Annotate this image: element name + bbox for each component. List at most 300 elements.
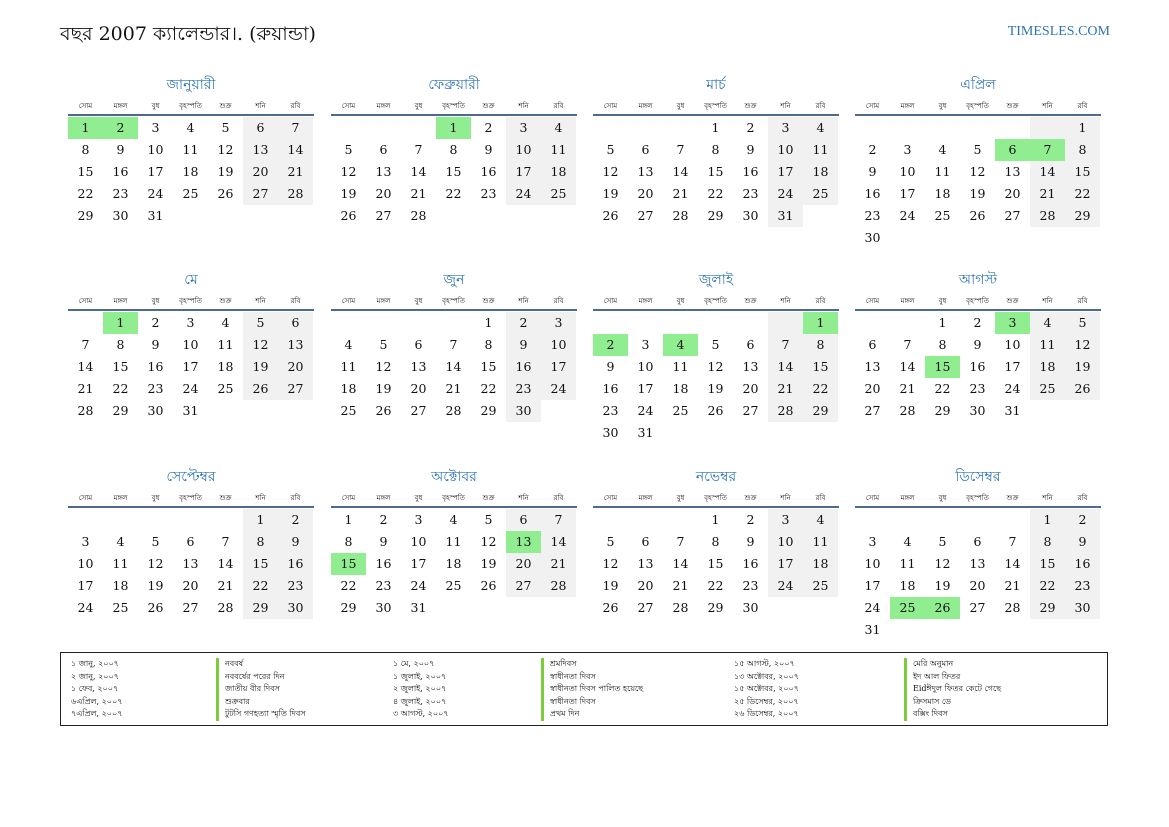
holiday-day-cell: 13: [506, 531, 541, 553]
weekday-label: বৃহস্পতি: [704, 494, 727, 502]
day-cell: 10: [410, 534, 427, 549]
day-cell: 31: [864, 622, 881, 637]
weekday-label: মঙ্গল: [376, 102, 391, 110]
day-cell: 8: [449, 142, 458, 157]
day-cell: 14: [1004, 556, 1021, 571]
day-cell: 31: [147, 208, 164, 223]
day-cell: 6: [641, 534, 650, 549]
day-cell: 31: [410, 600, 427, 615]
day-cell: 9: [746, 534, 755, 549]
day-cell: 10: [637, 359, 654, 374]
day-cell: 12: [969, 164, 986, 179]
day-cell: 6: [746, 337, 755, 352]
day-cell: 5: [1065, 312, 1100, 334]
weekday-label: বুধ: [676, 494, 685, 502]
weekday-label: শুক্র: [1006, 297, 1019, 305]
empty-day-cell: [628, 509, 663, 531]
empty-day-cell: [855, 509, 890, 531]
holiday-name: ক্রিসমাস ডে: [904, 696, 951, 709]
day-cell: 22: [445, 186, 462, 201]
weekday-label: বুধ: [676, 297, 685, 305]
day-cell: 12: [480, 534, 497, 549]
day-cell: 18: [445, 556, 462, 571]
day-cell: 8: [1065, 139, 1100, 161]
day-cell: 13: [1004, 164, 1021, 179]
day-cell: 28: [445, 403, 462, 418]
day-cell: 18: [672, 381, 689, 396]
holiday-name: শুক্রবার: [216, 696, 250, 709]
day-cell: 14: [410, 164, 427, 179]
month-12: [855, 467, 1101, 641]
day-cell: 30: [602, 425, 619, 440]
day-cell: 16: [742, 164, 759, 179]
day-cell: 10: [1004, 337, 1021, 352]
day-cell: 30: [278, 597, 313, 619]
day-cell: 17: [637, 381, 654, 396]
day-cell: 7: [903, 337, 912, 352]
empty-day-cell: [855, 117, 890, 139]
day-cell: 4: [903, 534, 912, 549]
day-cell: 23: [864, 208, 881, 223]
day-cell: 12: [602, 556, 619, 571]
day-cell: 22: [340, 578, 357, 593]
holiday-name: Eidঈদুল ফিতর কেটে গেছে: [904, 683, 1001, 696]
day-cell: 22: [112, 381, 129, 396]
day-cell: 15: [480, 359, 497, 374]
weekday-label: শুক্র: [744, 494, 757, 502]
day-cell: 2: [1065, 509, 1100, 531]
month-5: [68, 270, 314, 422]
day-cell: 25: [1030, 378, 1065, 400]
day-cell: 23: [278, 575, 313, 597]
day-cell: 20: [243, 161, 278, 183]
day-cell: 2: [484, 120, 493, 135]
day-cell: 20: [1004, 186, 1021, 201]
weekday-label: সোম: [603, 102, 618, 110]
day-cell: 6: [641, 142, 650, 157]
weekday-label: শুক্র: [482, 297, 495, 305]
day-cell: 16: [112, 164, 129, 179]
holiday-date: ১ ফেব, ২০০৭: [71, 684, 119, 694]
day-cell: 9: [484, 142, 493, 157]
weekday-label: শনি: [780, 494, 791, 502]
holiday-name: প্রথম দিন: [541, 708, 579, 721]
day-cell: 14: [672, 164, 689, 179]
day-cell: 15: [243, 553, 278, 575]
day-cell: 20: [742, 381, 759, 396]
day-cell: 10: [147, 142, 164, 157]
day-cell: 11: [112, 556, 129, 571]
day-cell: 20: [506, 553, 541, 575]
day-cell: 16: [375, 556, 392, 571]
weekday-label: বুধ: [938, 297, 947, 305]
day-cell: 29: [934, 403, 951, 418]
day-grid: [68, 509, 314, 619]
day-cell: 10: [182, 337, 199, 352]
weekday-label: বৃহস্পতি: [442, 297, 465, 305]
weekday-label: বুধ: [151, 297, 160, 305]
weekday-label: শুক্র: [482, 102, 495, 110]
day-cell: 21: [445, 381, 462, 396]
day-cell: 30: [864, 230, 881, 245]
day-cell: 18: [541, 161, 576, 183]
day-cell: 18: [1030, 356, 1065, 378]
empty-day-cell: [855, 312, 890, 334]
weekday-label: বুধ: [414, 494, 423, 502]
day-cell: 17: [768, 553, 803, 575]
weekday-header: [855, 294, 1101, 311]
holiday-name: নববর্ষ: [216, 658, 243, 671]
day-cell: 17: [147, 164, 164, 179]
weekday-header: [331, 491, 577, 508]
day-cell: 3: [868, 534, 877, 549]
day-cell: 24: [506, 183, 541, 205]
day-cell: 24: [541, 378, 576, 400]
day-cell: 13: [637, 556, 654, 571]
empty-day-cell: [733, 312, 768, 334]
weekday-label: বুধ: [938, 494, 947, 502]
month-1: [68, 75, 314, 227]
brand-link[interactable]: TIMESLES.COM: [1007, 24, 1110, 39]
day-cell: 10: [864, 556, 881, 571]
weekday-label: রবি: [815, 102, 826, 110]
day-grid: [331, 117, 577, 227]
day-cell: 22: [803, 378, 838, 400]
holiday-date: ১ জানু, ২০০৭: [71, 659, 119, 668]
holiday-name: জাতীয় বীর দিবস: [216, 683, 280, 696]
day-cell: 8: [484, 337, 493, 352]
day-cell: 30: [147, 403, 164, 418]
day-cell: 25: [445, 578, 462, 593]
day-cell: 12: [375, 359, 392, 374]
day-cell: 7: [676, 142, 685, 157]
day-cell: 21: [768, 378, 803, 400]
day-cell: 30: [506, 400, 541, 422]
day-cell: 13: [742, 359, 759, 374]
day-cell: 13: [410, 359, 427, 374]
holiday-date: ২৫ ডিসেম্বর, ২০০৭: [734, 696, 799, 706]
day-cell: 4: [116, 534, 125, 549]
day-cell: 16: [864, 186, 881, 201]
weekday-label: শনি: [1042, 494, 1053, 502]
holiday-name: বক্সিং দিবস: [904, 708, 948, 721]
weekday-header: [855, 99, 1101, 116]
empty-day-cell: [593, 312, 628, 334]
month-name: জানুয়ারী: [166, 77, 216, 93]
day-cell: 28: [672, 600, 689, 615]
day-cell: 13: [375, 164, 392, 179]
holiday-day-cell: 3: [995, 312, 1030, 334]
day-cell: 14: [899, 359, 916, 374]
month-name: এপ্রিল: [960, 77, 996, 93]
day-cell: 12: [340, 164, 357, 179]
day-cell: 1: [938, 315, 947, 330]
day-cell: 18: [112, 578, 129, 593]
day-cell: 19: [602, 186, 619, 201]
day-cell: 6: [243, 117, 278, 139]
day-cell: 26: [375, 403, 392, 418]
day-cell: 2: [746, 120, 755, 135]
day-cell: 1: [711, 512, 720, 527]
day-cell: 30: [969, 403, 986, 418]
weekday-label: শনি: [518, 297, 529, 305]
day-cell: 27: [410, 403, 427, 418]
weekday-label: শনি: [780, 297, 791, 305]
empty-day-cell: [663, 509, 698, 531]
day-cell: 7: [1008, 534, 1017, 549]
holiday-name: স্বাধীনতা দিবস: [541, 671, 596, 684]
weekday-label: রবি: [553, 297, 564, 305]
day-cell: 26: [480, 578, 497, 593]
weekday-label: সোম: [865, 494, 880, 502]
day-cell: 25: [803, 183, 838, 205]
empty-day-cell: [593, 509, 628, 531]
holiday-day-cell: 25: [890, 597, 925, 619]
weekday-label: মঙ্গল: [900, 494, 915, 502]
day-cell: 28: [217, 600, 234, 615]
day-cell: 9: [506, 334, 541, 356]
day-cell: 27: [969, 600, 986, 615]
empty-day-cell: [663, 312, 698, 334]
day-cell: 7: [541, 509, 576, 531]
empty-day-cell: [103, 509, 138, 531]
weekday-label: রবি: [290, 102, 301, 110]
holiday-day-cell: 15: [331, 553, 366, 575]
holiday-day-cell: 2: [103, 117, 138, 139]
day-cell: 4: [221, 315, 230, 330]
day-cell: 24: [768, 575, 803, 597]
day-cell: 5: [711, 337, 720, 352]
holiday-name: ইদ আল ফিতর: [904, 671, 960, 684]
day-cell: 28: [541, 575, 576, 597]
holiday-day-cell: 2: [593, 334, 628, 356]
weekday-label: রবি: [553, 494, 564, 502]
day-cell: 10: [768, 531, 803, 553]
day-cell: 21: [1004, 578, 1021, 593]
day-cell: 18: [803, 553, 838, 575]
day-cell: 24: [182, 381, 199, 396]
day-cell: 6: [414, 337, 423, 352]
day-cell: 26: [602, 208, 619, 223]
day-cell: 21: [217, 578, 234, 593]
day-cell: 17: [768, 161, 803, 183]
holiday-date: ২ জুলাই, ২০০৭: [393, 684, 447, 694]
day-cell: 31: [768, 205, 803, 227]
page-title: বছর 2007 ক্যালেন্ডার।. (রুয়ান্ডা): [60, 23, 316, 45]
day-cell: 22: [1065, 183, 1100, 205]
day-cell: 16: [1065, 553, 1100, 575]
day-cell: 21: [541, 553, 576, 575]
weekday-label: বৃহস্পতি: [966, 494, 989, 502]
day-cell: 20: [278, 356, 313, 378]
holiday-day-cell: 7: [1030, 139, 1065, 161]
empty-day-cell: [890, 312, 925, 334]
empty-day-cell: [768, 312, 803, 334]
day-cell: 8: [938, 337, 947, 352]
day-cell: 11: [217, 337, 234, 352]
day-cell: 5: [151, 534, 160, 549]
day-cell: 25: [934, 208, 951, 223]
day-cell: 22: [243, 575, 278, 597]
empty-day-cell: [628, 312, 663, 334]
day-cell: 3: [81, 534, 90, 549]
day-cell: 18: [803, 161, 838, 183]
day-cell: 30: [742, 600, 759, 615]
day-cell: 8: [711, 142, 720, 157]
holiday-day-cell: 15: [925, 356, 960, 378]
day-cell: 18: [340, 381, 357, 396]
day-grid: [593, 312, 839, 444]
day-cell: 29: [707, 208, 724, 223]
weekday-label: মঙ্গল: [376, 297, 391, 305]
day-cell: 28: [1004, 600, 1021, 615]
day-cell: 25: [672, 403, 689, 418]
day-cell: 4: [449, 512, 458, 527]
day-cell: 7: [449, 337, 458, 352]
day-cell: 18: [934, 186, 951, 201]
day-cell: 26: [217, 186, 234, 201]
holiday-date: ৬এপ্রিল, ২০০৭: [71, 696, 123, 706]
day-cell: 22: [934, 381, 951, 396]
day-cell: 8: [243, 531, 278, 553]
day-cell: 5: [973, 142, 982, 157]
day-cell: 6: [868, 337, 877, 352]
day-cell: 22: [707, 578, 724, 593]
weekday-label: রবি: [1077, 102, 1088, 110]
holiday-day-cell: 4: [663, 334, 698, 356]
day-cell: 20: [637, 578, 654, 593]
day-cell: 15: [112, 359, 129, 374]
empty-day-cell: [995, 117, 1030, 139]
day-cell: 16: [480, 164, 497, 179]
day-cell: 21: [672, 186, 689, 201]
day-cell: 31: [182, 403, 199, 418]
weekday-label: রবি: [553, 102, 564, 110]
empty-day-cell: [401, 117, 436, 139]
day-cell: 4: [803, 509, 838, 531]
day-cell: 20: [637, 186, 654, 201]
day-cell: 5: [606, 142, 615, 157]
month-6: [331, 270, 577, 422]
empty-day-cell: [208, 509, 243, 531]
day-cell: 17: [506, 161, 541, 183]
day-grid: [593, 117, 839, 227]
day-cell: 11: [803, 531, 838, 553]
holiday-date: ৩ আগস্ট, ২০০৭: [393, 709, 449, 719]
day-cell: 22: [480, 381, 497, 396]
day-cell: 5: [606, 534, 615, 549]
month-11: [593, 467, 839, 619]
day-grid: [68, 117, 314, 227]
day-grid: [68, 312, 314, 422]
day-cell: 5: [221, 120, 230, 135]
day-cell: 13: [182, 556, 199, 571]
day-cell: 19: [243, 356, 278, 378]
month-7: [593, 270, 839, 444]
day-cell: 28: [77, 403, 94, 418]
empty-day-cell: [628, 117, 663, 139]
day-cell: 3: [641, 337, 650, 352]
empty-day-cell: [331, 117, 366, 139]
weekday-label: রবি: [290, 494, 301, 502]
day-cell: 19: [375, 381, 392, 396]
day-cell: 3: [414, 512, 423, 527]
holiday-date: ৭এপ্রিল, ২০০৭: [71, 709, 123, 719]
day-cell: 7: [414, 142, 423, 157]
day-cell: 4: [938, 142, 947, 157]
holiday-day-cell: 1: [436, 117, 471, 139]
weekday-label: বৃহস্পতি: [704, 102, 727, 110]
day-cell: 11: [541, 139, 576, 161]
day-cell: 7: [676, 534, 685, 549]
day-cell: 1: [344, 512, 353, 527]
holiday-name: টুটসি গণহত্যা স্মৃতি দিবস: [216, 708, 306, 721]
day-cell: 25: [803, 575, 838, 597]
day-cell: 15: [1030, 553, 1065, 575]
month-2: [331, 75, 577, 227]
day-cell: 14: [541, 531, 576, 553]
day-grid: [855, 509, 1101, 641]
day-cell: 6: [973, 534, 982, 549]
weekday-label: সোম: [341, 102, 356, 110]
weekday-label: বৃহস্পতি: [179, 494, 202, 502]
holiday-name: মেরি অনুমান: [904, 658, 953, 671]
weekday-label: মঙ্গল: [638, 102, 653, 110]
day-cell: 11: [899, 556, 916, 571]
day-cell: 23: [742, 186, 759, 201]
day-cell: 4: [1030, 312, 1065, 334]
day-cell: 15: [707, 556, 724, 571]
day-cell: 24: [899, 208, 916, 223]
day-cell: 7: [221, 534, 230, 549]
day-cell: 8: [711, 534, 720, 549]
day-cell: 6: [278, 312, 313, 334]
day-cell: 5: [938, 534, 947, 549]
day-cell: 24: [77, 600, 94, 615]
empty-day-cell: [366, 117, 401, 139]
day-cell: 6: [506, 509, 541, 531]
day-cell: 13: [864, 359, 881, 374]
day-cell: 26: [147, 600, 164, 615]
holiday-day-cell: 1: [68, 117, 103, 139]
day-cell: 12: [602, 164, 619, 179]
weekday-label: বৃহস্পতি: [179, 297, 202, 305]
holiday-date: ১৫ আগস্ট, ২০০৭: [734, 659, 795, 668]
day-cell: 27: [182, 600, 199, 615]
day-cell: 19: [602, 578, 619, 593]
empty-day-cell: [925, 117, 960, 139]
day-cell: 24: [147, 186, 164, 201]
empty-day-cell: [960, 117, 995, 139]
day-cell: 25: [112, 600, 129, 615]
month-name: নভেম্বর: [695, 469, 737, 485]
day-cell: 14: [672, 556, 689, 571]
day-cell: 12: [934, 556, 951, 571]
day-cell: 21: [672, 578, 689, 593]
empty-day-cell: [890, 509, 925, 531]
day-cell: 25: [182, 186, 199, 201]
day-cell: 19: [707, 381, 724, 396]
day-cell: 15: [77, 164, 94, 179]
day-grid: [331, 509, 577, 619]
month-name: ফেব্রুয়ারী: [428, 77, 480, 93]
day-cell: 13: [243, 139, 278, 161]
day-cell: 24: [637, 403, 654, 418]
holiday-legend: [60, 652, 1108, 726]
day-cell: 12: [1065, 334, 1100, 356]
day-cell: 14: [77, 359, 94, 374]
day-cell: 11: [672, 359, 689, 374]
